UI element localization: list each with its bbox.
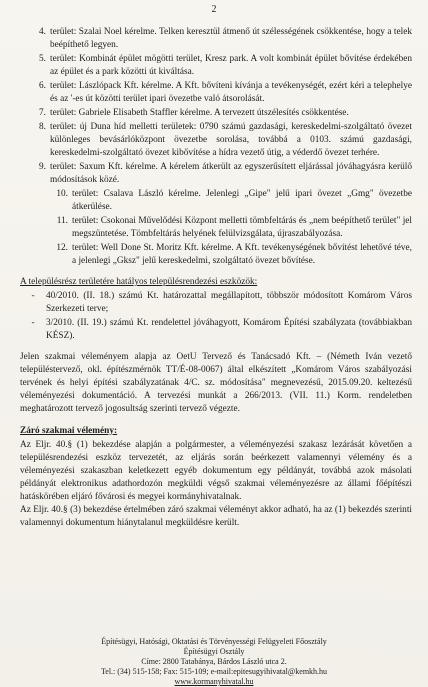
tools-section-title: A településrész területére hatályos településrendezési eszközök: — [20, 277, 258, 287]
footer-address: Címe: 2800 Tatabánya, Bárdos László utca 2. — [141, 657, 287, 666]
area-item-text: terület: Csokonai Művelődési Központ melletti tömbfeltárás és „nem beépíthető terület" jel megszüntetése. Tömbfeltárás helyének felülvizsgálata, újraszabályozása. — [72, 216, 412, 239]
closing-opinion-title: Záró szakmai vélemény: — [20, 426, 118, 436]
page-number: 2 — [211, 4, 217, 15]
area-item — [20, 121, 412, 160]
basis-paragraph: Jelen szakmai véleményem alapja az OetU Tervező és Tanácsadó Kft. – (Németh Iván vezető településtervező, okl. építészmérnök TT/É-08-0067) által elkészített „Komárom Város szabályozási tervének és helyi építési szabályzatának 4/C. sz. módosítása" megnevezésű, 2015.09.20. keltezésű véleményezési dokumentáció. A tervezési munkát a 266/2013. (VII. 11.) Korm. rendeletben meghatározott tervező jogosultság szerinti tervező végezte. — [20, 352, 412, 414]
tool-item-text: 3/2010. (II. 19.) számú Kt. rendelettel jóváhagyott, Komárom Építési szabályzata (továbbiakban KÉSZ). — [46, 318, 412, 341]
document-body — [20, 26, 412, 530]
area-list — [20, 26, 412, 268]
footer — [0, 637, 428, 687]
area-item — [20, 53, 412, 79]
area-item-number: 4. — [39, 27, 46, 37]
area-item-number: 11. — [56, 216, 68, 226]
area-item-text: terület: Gabriele Elisabeth Staffler kérelme. A tervezett útszélesítés csökkentése. — [50, 108, 349, 118]
tool-item-text: 40/2010. (II. 18.) számú Kt. határozattal megállapított, többször módosított Komárom Város Szerkezeti terve; — [46, 291, 412, 314]
area-item-text: terület: Well Done St. Moritz Kft. kérelme. A Kft. tevékenységének bővítést lehetővé téve, a jelenlegi „Gksz" jelű kereskedelmi, szolgáltató övezet bővítése. — [72, 243, 412, 266]
tool-item — [20, 290, 412, 316]
footer-contact: Tel.: (34) 515-158; Fax: 515-109; e-mail:epitesugyihivatal@kemkh.hu — [100, 667, 328, 676]
area-item-text: terület: Szalai Noel kérelme. Telken keresztül átmenő út szélességének csökkentése, hogy a telek beépíthető legyen. — [50, 27, 412, 50]
area-item-text: terület: új Duna híd melletti területek: 0790 számú gazdasági, kereskedelmi-szolgáltató övezet különleges bevásárlóközpont övezetbe sorolása, továbbá a 0103. számú gazdasági, kereskedelmi-szolgáltató övezet kibővítése a hídra vezető útig, a véderdő övezet terhére. — [50, 122, 412, 158]
tool-item-dash: - — [31, 291, 35, 301]
footer-office: Építésügyi Osztály — [183, 647, 245, 656]
area-item-number: 9. — [39, 162, 46, 172]
footer-website-link[interactable]: www.kormanyhivatal.hu — [174, 677, 254, 686]
area-item — [20, 107, 412, 120]
closing-paragraph-1: Az Eljr. 40.§ (1) bekezdése alapján a polgármester, a véleményezési szakasz lezárását követően a településrendezési eszköz tervezetét, az eljárás során beérkezett valamennyi vélemény és a véleményezési szakaszban keletkezett egyéb dokumentum egy példányát, továbbá azok másolati példányát elektronikus adathordozón megküldi végső szakmai véleményezésre az állami főépítészi hatáskörében eljáró fővárosi és megyei kormányhivatalnak. — [20, 440, 412, 502]
tools-list — [20, 290, 412, 343]
area-item-number: 12. — [56, 243, 68, 253]
area-item-text: terület: Saxum Kft. kérelme. A kérelem átkerült az egyszerűsített eljárással jóváhagyásra kerülő módosítások közé. — [50, 162, 412, 185]
area-item-number: 6. — [39, 81, 46, 91]
area-item-number: 8. — [39, 122, 46, 132]
area-item — [20, 26, 412, 52]
tool-item — [20, 317, 412, 343]
area-item — [20, 215, 412, 241]
area-item — [20, 80, 412, 106]
area-item — [20, 161, 412, 187]
area-item — [20, 242, 412, 268]
area-item — [20, 188, 412, 214]
footer-department: Építésügyi, Hatósági, Oktatási és Törvényességi Felügyeleti Főosztály — [101, 637, 327, 646]
area-item-text: terület: Kombinát épület mögötti terület, Kresz park. A volt kombinát épület bővítése érdekében az épület és a park közötti út kiváltása. — [50, 54, 412, 77]
area-item-text: terület: Csalava László kérelme. Jelenlegi „Gipe" jelű ipari övezet „Gmg" övezetbe átkerülése. — [72, 189, 412, 212]
tool-item-dash: - — [31, 318, 35, 328]
area-item-number: 10. — [56, 189, 68, 199]
area-item-text: terület: Lászlópack Kft. kérelme. A Kft. bővíteni kívánja a tevékenységét, ezért kéri a telephelye és az '-es út közötti terület ipari övezetbe való átsorolását. — [50, 81, 412, 104]
closing-paragraph-2: Az Eljr. 40.§ (3) bekezdése értelmében záró szakmai véleményt akkor adható, ha az (1) bekezdés szerinti valamennyi dokumentum hiánytalanul megküldésre került. — [20, 505, 412, 528]
area-item-number: 7. — [39, 108, 46, 118]
area-item-number: 5. — [39, 54, 46, 64]
